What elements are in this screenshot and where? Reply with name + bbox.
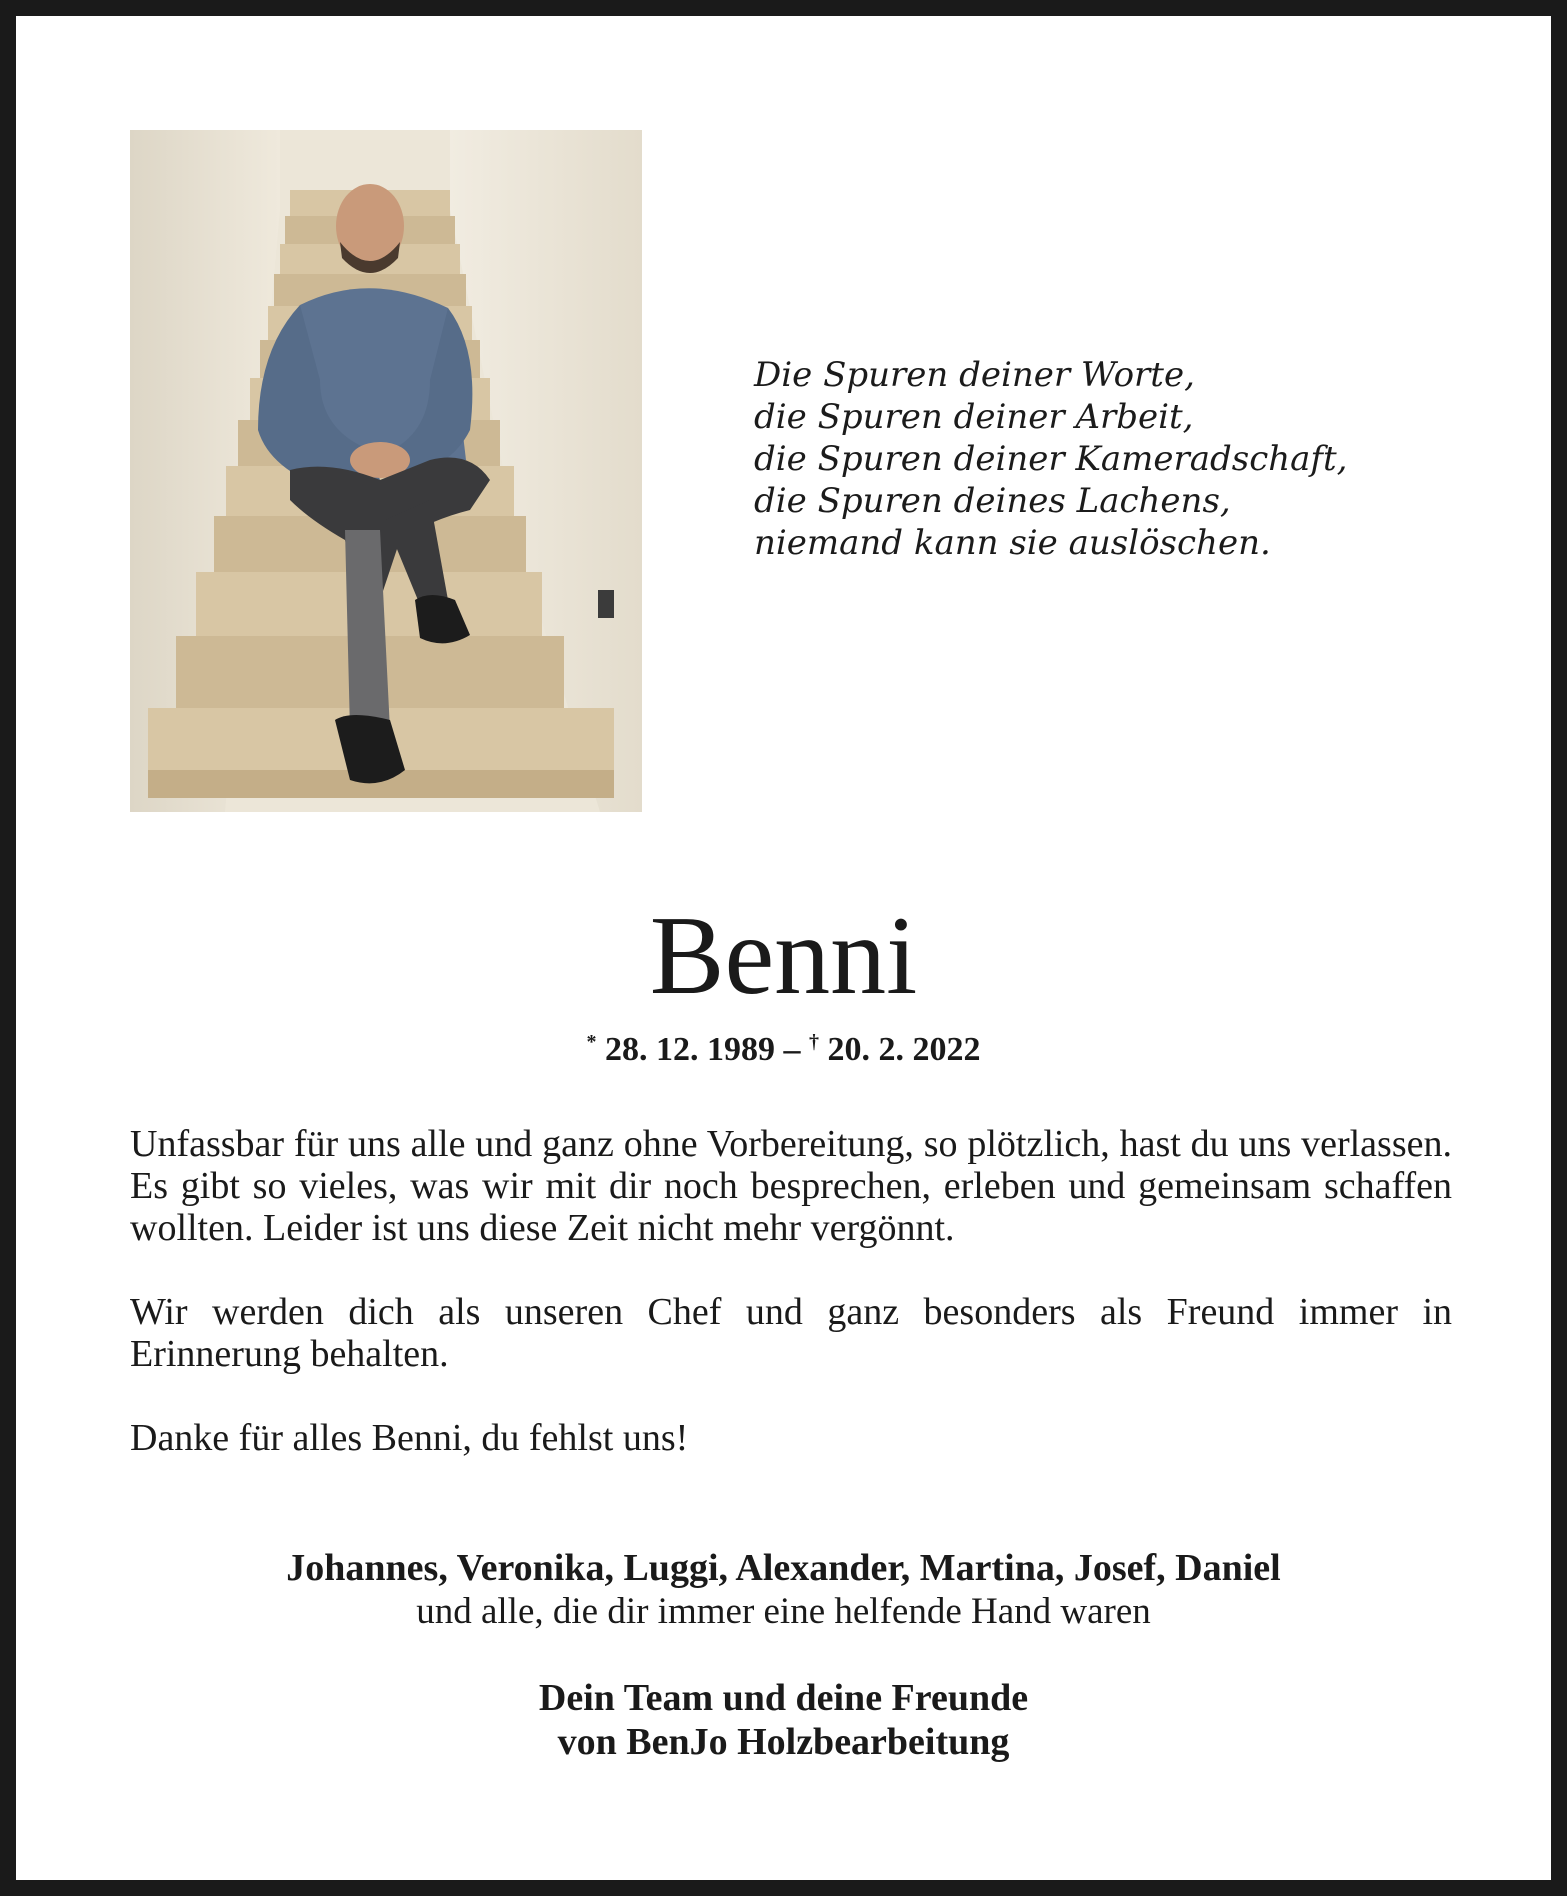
birth-symbol: *	[586, 1031, 597, 1053]
life-dates	[16, 1020, 1551, 1072]
death-symbol: †	[809, 1031, 819, 1053]
paragraph: Wir werden dich als unseren Chef und ganz besonders als Freund immer in Erinnerung behalten.	[130, 1291, 1452, 1375]
obituary-sheet	[16, 16, 1551, 1880]
closing-line: von BenJo Holzbearbeitung	[557, 1721, 1010, 1763]
portrait-photo-illustration	[130, 130, 642, 812]
death-date: 20. 2. 2022	[827, 1031, 981, 1068]
signers-block	[16, 1546, 1551, 1634]
signer-names: Johannes, Veronika, Luggi, Alexander, Martina, Josef, Daniel	[286, 1547, 1281, 1589]
poem-line: die Spuren deines Lachens,	[754, 481, 1231, 521]
poem-line: die Spuren deiner Arbeit,	[754, 397, 1194, 437]
paragraph: Unfassbar für uns alle und ganz ohne Vorbereitung, so plötzlich, hast du uns verlassen. Es gibt so vieles, was wir mit dir noch besprechen, erleben und gemeinsam schaffen wollten. Leider ist uns diese Zeit nicht mehr vergönnt.	[130, 1123, 1452, 1249]
closing-line: Dein Team und deine Freunde	[538, 1677, 1029, 1719]
paragraph: Danke für alles Benni, du fehlst uns!	[130, 1417, 689, 1459]
date-separator: –	[783, 1031, 801, 1068]
birth-date: 28. 12. 1989	[605, 1031, 775, 1068]
closing-signature	[16, 1676, 1551, 1764]
signer-helpers: und alle, die dir immer eine helfende Hand waren	[416, 1591, 1151, 1632]
poem-line: Die Spuren deiner Worte,	[754, 355, 1195, 395]
poem-verse	[754, 354, 1394, 564]
portrait-photo	[130, 130, 642, 812]
deceased-name: Benni	[649, 894, 918, 1018]
obituary-text	[130, 1123, 1452, 1501]
poem-line: die Spuren deiner Kameradschaft,	[754, 439, 1348, 479]
poem-line: niemand kann sie auslöschen.	[754, 523, 1271, 563]
